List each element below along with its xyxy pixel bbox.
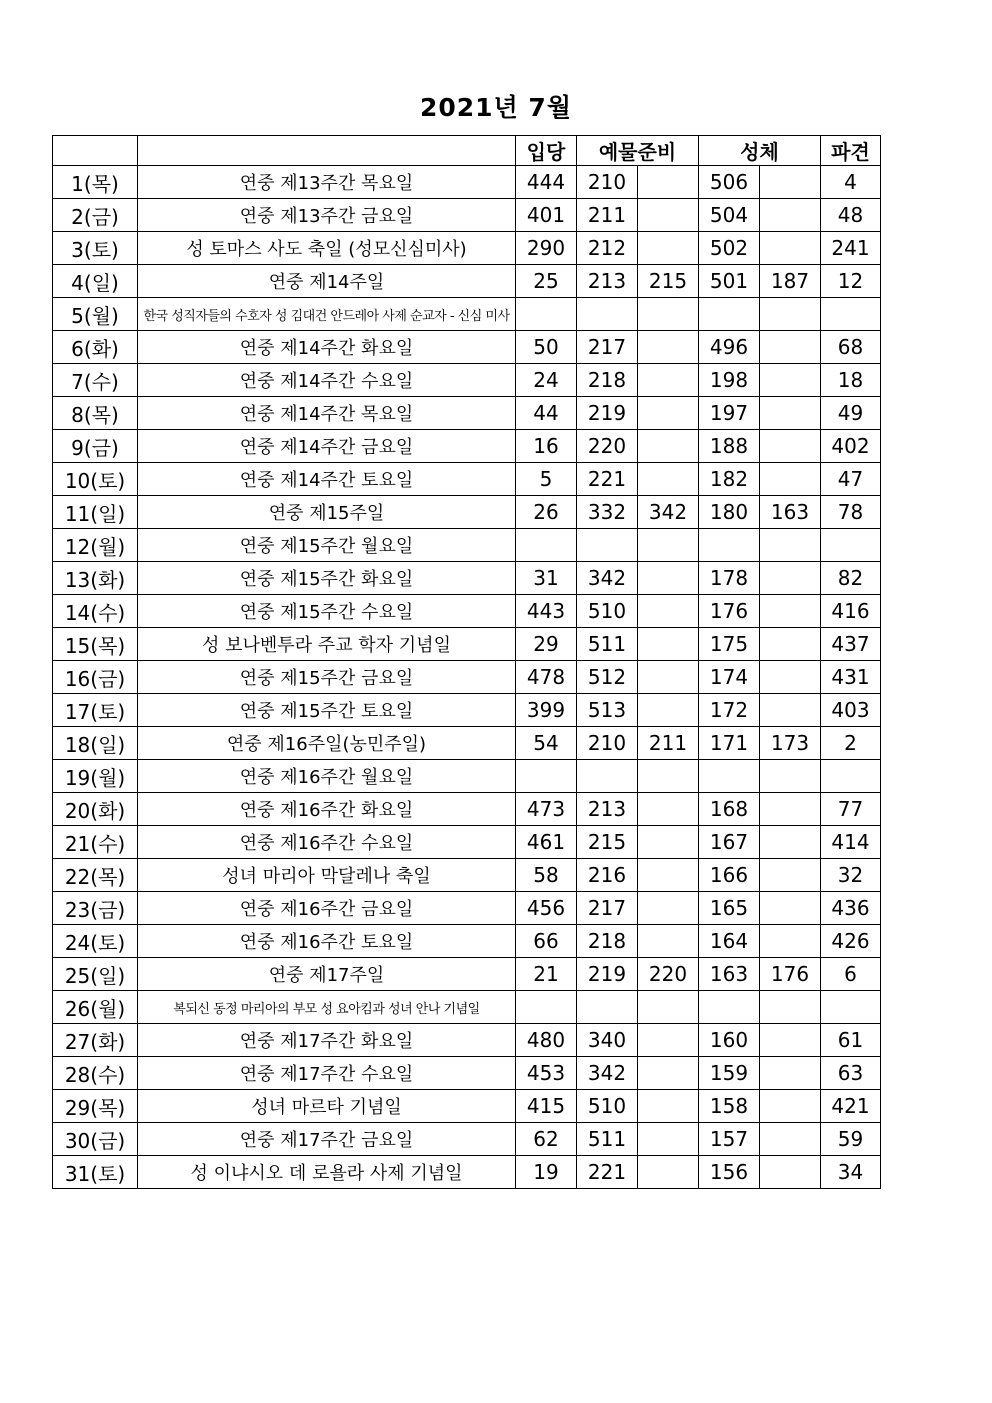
seongche-cell-2 (760, 826, 821, 859)
table-row (53, 232, 881, 265)
seongche-cell-2 (760, 430, 821, 463)
ipdang-cell: 66 (516, 925, 577, 958)
seongche-cell-1: 502 (699, 232, 760, 265)
yemul-cell-1: 221 (577, 1156, 638, 1189)
ipdang-cell: 44 (516, 397, 577, 430)
ipdang-cell: 62 (516, 1123, 577, 1156)
pagyeon-cell: 61 (821, 1024, 881, 1057)
table-row (53, 958, 881, 991)
pagyeon-cell (821, 529, 881, 562)
yemul-cell-1: 218 (577, 925, 638, 958)
ipdang-cell: 461 (516, 826, 577, 859)
table-row (53, 694, 881, 727)
seongche-cell-1 (699, 298, 760, 331)
yemul-cell-2 (638, 859, 699, 892)
ipdang-cell: 21 (516, 958, 577, 991)
ipdang-cell: 54 (516, 727, 577, 760)
seongche-cell-1: 172 (699, 694, 760, 727)
name-cell: 연중 제16주간 금요일 (138, 892, 516, 925)
yemul-cell-1: 221 (577, 463, 638, 496)
yemul-cell-1 (577, 298, 638, 331)
ipdang-cell: 290 (516, 232, 577, 265)
yemul-cell-2: 215 (638, 265, 699, 298)
yemul-cell-1: 220 (577, 430, 638, 463)
pagyeon-cell: 82 (821, 562, 881, 595)
seongche-cell-2 (760, 166, 821, 199)
yemul-cell-1: 510 (577, 595, 638, 628)
yemul-cell-1: 211 (577, 199, 638, 232)
date-cell: 2(금) (53, 199, 138, 232)
yemul-cell-2 (638, 397, 699, 430)
table-row (53, 496, 881, 529)
name-cell: 성 토마스 사도 축일 (성모신심미사) (138, 232, 516, 265)
ipdang-cell: 19 (516, 1156, 577, 1189)
name-cell: 연중 제14주일 (138, 265, 516, 298)
seongche-cell-2: 176 (760, 958, 821, 991)
name-cell: 연중 제14주간 목요일 (138, 397, 516, 430)
seongche-cell-1: 171 (699, 727, 760, 760)
yemul-cell-2 (638, 1123, 699, 1156)
seongche-cell-1: 165 (699, 892, 760, 925)
name-cell: 연중 제16주일(농민주일) (138, 727, 516, 760)
ipdang-cell (516, 298, 577, 331)
table-row (53, 661, 881, 694)
yemul-cell-1: 210 (577, 727, 638, 760)
table-row (53, 529, 881, 562)
yemul-cell-1 (577, 991, 638, 1024)
date-cell: 9(금) (53, 430, 138, 463)
seongche-cell-1: 506 (699, 166, 760, 199)
seongche-cell-2 (760, 364, 821, 397)
seongche-cell-2 (760, 793, 821, 826)
yemul-cell-1: 217 (577, 892, 638, 925)
pagyeon-cell: 431 (821, 661, 881, 694)
seongche-cell-1: 501 (699, 265, 760, 298)
pagyeon-cell: 32 (821, 859, 881, 892)
table-row (53, 298, 881, 331)
seongche-cell-2 (760, 562, 821, 595)
seongche-cell-1: 159 (699, 1057, 760, 1090)
pagyeon-cell: 77 (821, 793, 881, 826)
date-cell: 22(목) (53, 859, 138, 892)
date-cell: 24(토) (53, 925, 138, 958)
ipdang-cell: 58 (516, 859, 577, 892)
date-cell: 23(금) (53, 892, 138, 925)
yemul-cell-1 (577, 529, 638, 562)
pagyeon-cell: 2 (821, 727, 881, 760)
yemul-cell-2: 342 (638, 496, 699, 529)
date-cell: 11(일) (53, 496, 138, 529)
ipdang-cell: 26 (516, 496, 577, 529)
header-date (53, 136, 138, 166)
yemul-cell-2 (638, 1057, 699, 1090)
seongche-cell-1: 158 (699, 1090, 760, 1123)
page-title: 2021년 7월 (420, 93, 572, 122)
table-row (53, 628, 881, 661)
name-cell: 연중 제15주간 화요일 (138, 562, 516, 595)
pagyeon-cell: 403 (821, 694, 881, 727)
seongche-cell-2 (760, 661, 821, 694)
pagyeon-cell: 421 (821, 1090, 881, 1123)
pagyeon-cell: 78 (821, 496, 881, 529)
table-row (53, 859, 881, 892)
pagyeon-cell: 47 (821, 463, 881, 496)
name-cell: 연중 제15주간 수요일 (138, 595, 516, 628)
date-cell: 20(화) (53, 793, 138, 826)
table-row (53, 562, 881, 595)
name-cell: 연중 제17주간 금요일 (138, 1123, 516, 1156)
seongche-cell-2 (760, 694, 821, 727)
seongche-cell-1: 157 (699, 1123, 760, 1156)
yemul-cell-2 (638, 364, 699, 397)
table-row (53, 331, 881, 364)
seongche-cell-1: 182 (699, 463, 760, 496)
name-cell: 복되신 동정 마리아의 부모 성 요아킴과 성녀 안나 기념일 (138, 991, 516, 1024)
yemul-cell-2 (638, 826, 699, 859)
yemul-cell-2 (638, 331, 699, 364)
ipdang-cell: 443 (516, 595, 577, 628)
yemul-cell-1: 216 (577, 859, 638, 892)
seongche-cell-2: 173 (760, 727, 821, 760)
pagyeon-cell: 241 (821, 232, 881, 265)
pagyeon-cell: 18 (821, 364, 881, 397)
name-cell: 연중 제14주간 수요일 (138, 364, 516, 397)
seongche-cell-2 (760, 595, 821, 628)
yemul-cell-2 (638, 430, 699, 463)
name-cell: 연중 제14주간 화요일 (138, 331, 516, 364)
pagyeon-cell (821, 991, 881, 1024)
yemul-cell-2: 220 (638, 958, 699, 991)
seongche-cell-2 (760, 397, 821, 430)
ipdang-cell: 453 (516, 1057, 577, 1090)
yemul-cell-2 (638, 925, 699, 958)
date-cell: 26(월) (53, 991, 138, 1024)
yemul-cell-2 (638, 166, 699, 199)
yemul-cell-2 (638, 529, 699, 562)
date-cell: 15(목) (53, 628, 138, 661)
yemul-cell-2 (638, 694, 699, 727)
seongche-cell-1: 504 (699, 199, 760, 232)
seongche-cell-2 (760, 298, 821, 331)
hymn-schedule-table (52, 135, 881, 1189)
seongche-cell-1: 168 (699, 793, 760, 826)
yemul-cell-2 (638, 1156, 699, 1189)
header-row (53, 136, 881, 166)
ipdang-cell: 415 (516, 1090, 577, 1123)
ipdang-cell (516, 529, 577, 562)
table-row (53, 265, 881, 298)
name-cell: 연중 제16주간 월요일 (138, 760, 516, 793)
date-cell: 7(수) (53, 364, 138, 397)
yemul-cell-2 (638, 628, 699, 661)
name-cell: 연중 제15주간 토요일 (138, 694, 516, 727)
pagyeon-cell: 34 (821, 1156, 881, 1189)
name-cell: 연중 제15주간 금요일 (138, 661, 516, 694)
table-row (53, 826, 881, 859)
name-cell: 연중 제17주간 화요일 (138, 1024, 516, 1057)
name-cell: 연중 제17주간 수요일 (138, 1057, 516, 1090)
yemul-cell-1: 219 (577, 958, 638, 991)
ipdang-cell: 25 (516, 265, 577, 298)
seongche-cell-2: 187 (760, 265, 821, 298)
yemul-cell-2 (638, 463, 699, 496)
seongche-cell-1: 167 (699, 826, 760, 859)
ipdang-cell: 473 (516, 793, 577, 826)
yemul-cell-1: 342 (577, 562, 638, 595)
date-cell: 16(금) (53, 661, 138, 694)
date-cell: 21(수) (53, 826, 138, 859)
ipdang-cell: 31 (516, 562, 577, 595)
seongche-cell-2 (760, 232, 821, 265)
yemul-cell-1: 212 (577, 232, 638, 265)
yemul-cell-2 (638, 892, 699, 925)
table-row (53, 166, 881, 199)
table-row (53, 1024, 881, 1057)
yemul-cell-2 (638, 760, 699, 793)
date-cell: 4(일) (53, 265, 138, 298)
date-cell: 27(화) (53, 1024, 138, 1057)
table-row (53, 199, 881, 232)
yemul-cell-1: 217 (577, 331, 638, 364)
date-cell: 1(목) (53, 166, 138, 199)
name-cell: 연중 제15주간 월요일 (138, 529, 516, 562)
yemul-cell-2 (638, 232, 699, 265)
yemul-cell-2 (638, 298, 699, 331)
name-cell: 연중 제16주간 수요일 (138, 826, 516, 859)
seongche-cell-1: 197 (699, 397, 760, 430)
seongche-cell-2 (760, 199, 821, 232)
yemul-cell-1: 512 (577, 661, 638, 694)
seongche-cell-1 (699, 760, 760, 793)
ipdang-cell: 399 (516, 694, 577, 727)
table-row (53, 760, 881, 793)
date-cell: 8(목) (53, 397, 138, 430)
date-cell: 19(월) (53, 760, 138, 793)
table-row (53, 1123, 881, 1156)
date-cell: 13(화) (53, 562, 138, 595)
seongche-cell-2 (760, 331, 821, 364)
yemul-cell-1: 213 (577, 265, 638, 298)
yemul-cell-1: 213 (577, 793, 638, 826)
ipdang-cell: 50 (516, 331, 577, 364)
table-row (53, 595, 881, 628)
seongche-cell-2 (760, 892, 821, 925)
seongche-cell-2 (760, 1156, 821, 1189)
yemul-cell-1: 332 (577, 496, 638, 529)
name-cell: 연중 제16주간 화요일 (138, 793, 516, 826)
seongche-cell-1: 180 (699, 496, 760, 529)
seongche-cell-2 (760, 463, 821, 496)
pagyeon-cell: 48 (821, 199, 881, 232)
pagyeon-cell: 68 (821, 331, 881, 364)
yemul-cell-2 (638, 991, 699, 1024)
name-cell: 성녀 마리아 막달레나 축일 (138, 859, 516, 892)
yemul-cell-2 (638, 1090, 699, 1123)
yemul-cell-1: 340 (577, 1024, 638, 1057)
pagyeon-cell: 63 (821, 1057, 881, 1090)
table-row (53, 1057, 881, 1090)
yemul-cell-1: 218 (577, 364, 638, 397)
seongche-cell-2 (760, 1057, 821, 1090)
seongche-cell-1 (699, 991, 760, 1024)
seongche-cell-1: 178 (699, 562, 760, 595)
table-row (53, 991, 881, 1024)
seongche-cell-2 (760, 628, 821, 661)
table-row (53, 463, 881, 496)
table-row (53, 727, 881, 760)
pagyeon-cell (821, 760, 881, 793)
date-cell: 17(토) (53, 694, 138, 727)
pagyeon-cell: 414 (821, 826, 881, 859)
yemul-cell-1: 210 (577, 166, 638, 199)
table-row (53, 925, 881, 958)
seongche-cell-2 (760, 859, 821, 892)
seongche-cell-1: 160 (699, 1024, 760, 1057)
pagyeon-cell: 416 (821, 595, 881, 628)
pagyeon-cell: 437 (821, 628, 881, 661)
pagyeon-cell: 59 (821, 1123, 881, 1156)
pagyeon-cell: 4 (821, 166, 881, 199)
seongche-cell-1: 156 (699, 1156, 760, 1189)
name-cell: 연중 제14주간 토요일 (138, 463, 516, 496)
name-cell: 성 보나벤투라 주교 학자 기념일 (138, 628, 516, 661)
seongche-cell-2 (760, 1024, 821, 1057)
yemul-cell-1: 219 (577, 397, 638, 430)
seongche-cell-2 (760, 529, 821, 562)
seongche-cell-1 (699, 529, 760, 562)
header-yemul: 예물준비 (577, 136, 699, 166)
table-row (53, 364, 881, 397)
seongche-cell-1: 176 (699, 595, 760, 628)
date-cell: 14(수) (53, 595, 138, 628)
header-pagyeon: 파견 (821, 136, 881, 166)
date-cell: 10(토) (53, 463, 138, 496)
yemul-cell-2 (638, 1024, 699, 1057)
yemul-cell-2 (638, 562, 699, 595)
date-cell: 30(금) (53, 1123, 138, 1156)
date-cell: 29(목) (53, 1090, 138, 1123)
date-cell: 18(일) (53, 727, 138, 760)
ipdang-cell (516, 991, 577, 1024)
header-seongche: 성체 (699, 136, 821, 166)
yemul-cell-1: 215 (577, 826, 638, 859)
pagyeon-cell: 6 (821, 958, 881, 991)
ipdang-cell (516, 760, 577, 793)
date-cell: 5(월) (53, 298, 138, 331)
date-cell: 12(월) (53, 529, 138, 562)
table-row (53, 430, 881, 463)
pagyeon-cell: 12 (821, 265, 881, 298)
seongche-cell-1: 174 (699, 661, 760, 694)
yemul-cell-2 (638, 199, 699, 232)
seongche-cell-1: 175 (699, 628, 760, 661)
table-row (53, 793, 881, 826)
name-cell: 연중 제13주간 목요일 (138, 166, 516, 199)
pagyeon-cell: 426 (821, 925, 881, 958)
ipdang-cell: 456 (516, 892, 577, 925)
name-cell: 성 이냐시오 데 로욜라 사제 기념일 (138, 1156, 516, 1189)
date-cell: 6(화) (53, 331, 138, 364)
ipdang-cell: 444 (516, 166, 577, 199)
pagyeon-cell: 49 (821, 397, 881, 430)
yemul-cell-2 (638, 595, 699, 628)
yemul-cell-2: 211 (638, 727, 699, 760)
seongche-cell-1: 188 (699, 430, 760, 463)
ipdang-cell: 478 (516, 661, 577, 694)
ipdang-cell: 24 (516, 364, 577, 397)
yemul-cell-1: 342 (577, 1057, 638, 1090)
seongche-cell-2: 163 (760, 496, 821, 529)
ipdang-cell: 29 (516, 628, 577, 661)
table-row (53, 1156, 881, 1189)
name-cell: 연중 제17주일 (138, 958, 516, 991)
table-row (53, 397, 881, 430)
seongche-cell-2 (760, 925, 821, 958)
yemul-cell-1: 513 (577, 694, 638, 727)
pagyeon-cell (821, 298, 881, 331)
seongche-cell-1: 163 (699, 958, 760, 991)
name-cell: 연중 제15주일 (138, 496, 516, 529)
date-cell: 25(일) (53, 958, 138, 991)
header-ipdang: 입당 (516, 136, 577, 166)
yemul-cell-1: 511 (577, 628, 638, 661)
ipdang-cell: 480 (516, 1024, 577, 1057)
seongche-cell-1: 496 (699, 331, 760, 364)
seongche-cell-2 (760, 1123, 821, 1156)
seongche-cell-2 (760, 1090, 821, 1123)
table-row (53, 1090, 881, 1123)
ipdang-cell: 401 (516, 199, 577, 232)
seongche-cell-2 (760, 991, 821, 1024)
name-cell: 성녀 마르타 기념일 (138, 1090, 516, 1123)
ipdang-cell: 5 (516, 463, 577, 496)
yemul-cell-1: 511 (577, 1123, 638, 1156)
pagyeon-cell: 402 (821, 430, 881, 463)
header-name (138, 136, 516, 166)
date-cell: 31(토) (53, 1156, 138, 1189)
yemul-cell-1 (577, 760, 638, 793)
name-cell: 연중 제13주간 금요일 (138, 199, 516, 232)
seongche-cell-1: 198 (699, 364, 760, 397)
seongche-cell-2 (760, 760, 821, 793)
ipdang-cell: 16 (516, 430, 577, 463)
name-cell: 한국 성직자들의 수호자 성 김대건 안드레아 사제 순교자 - 신심 미사 (138, 298, 516, 331)
seongche-cell-1: 164 (699, 925, 760, 958)
seongche-cell-1: 166 (699, 859, 760, 892)
yemul-cell-2 (638, 661, 699, 694)
table-row (53, 892, 881, 925)
name-cell: 연중 제14주간 금요일 (138, 430, 516, 463)
date-cell: 28(수) (53, 1057, 138, 1090)
name-cell: 연중 제16주간 토요일 (138, 925, 516, 958)
date-cell: 3(토) (53, 232, 138, 265)
yemul-cell-1: 510 (577, 1090, 638, 1123)
pagyeon-cell: 436 (821, 892, 881, 925)
yemul-cell-2 (638, 793, 699, 826)
